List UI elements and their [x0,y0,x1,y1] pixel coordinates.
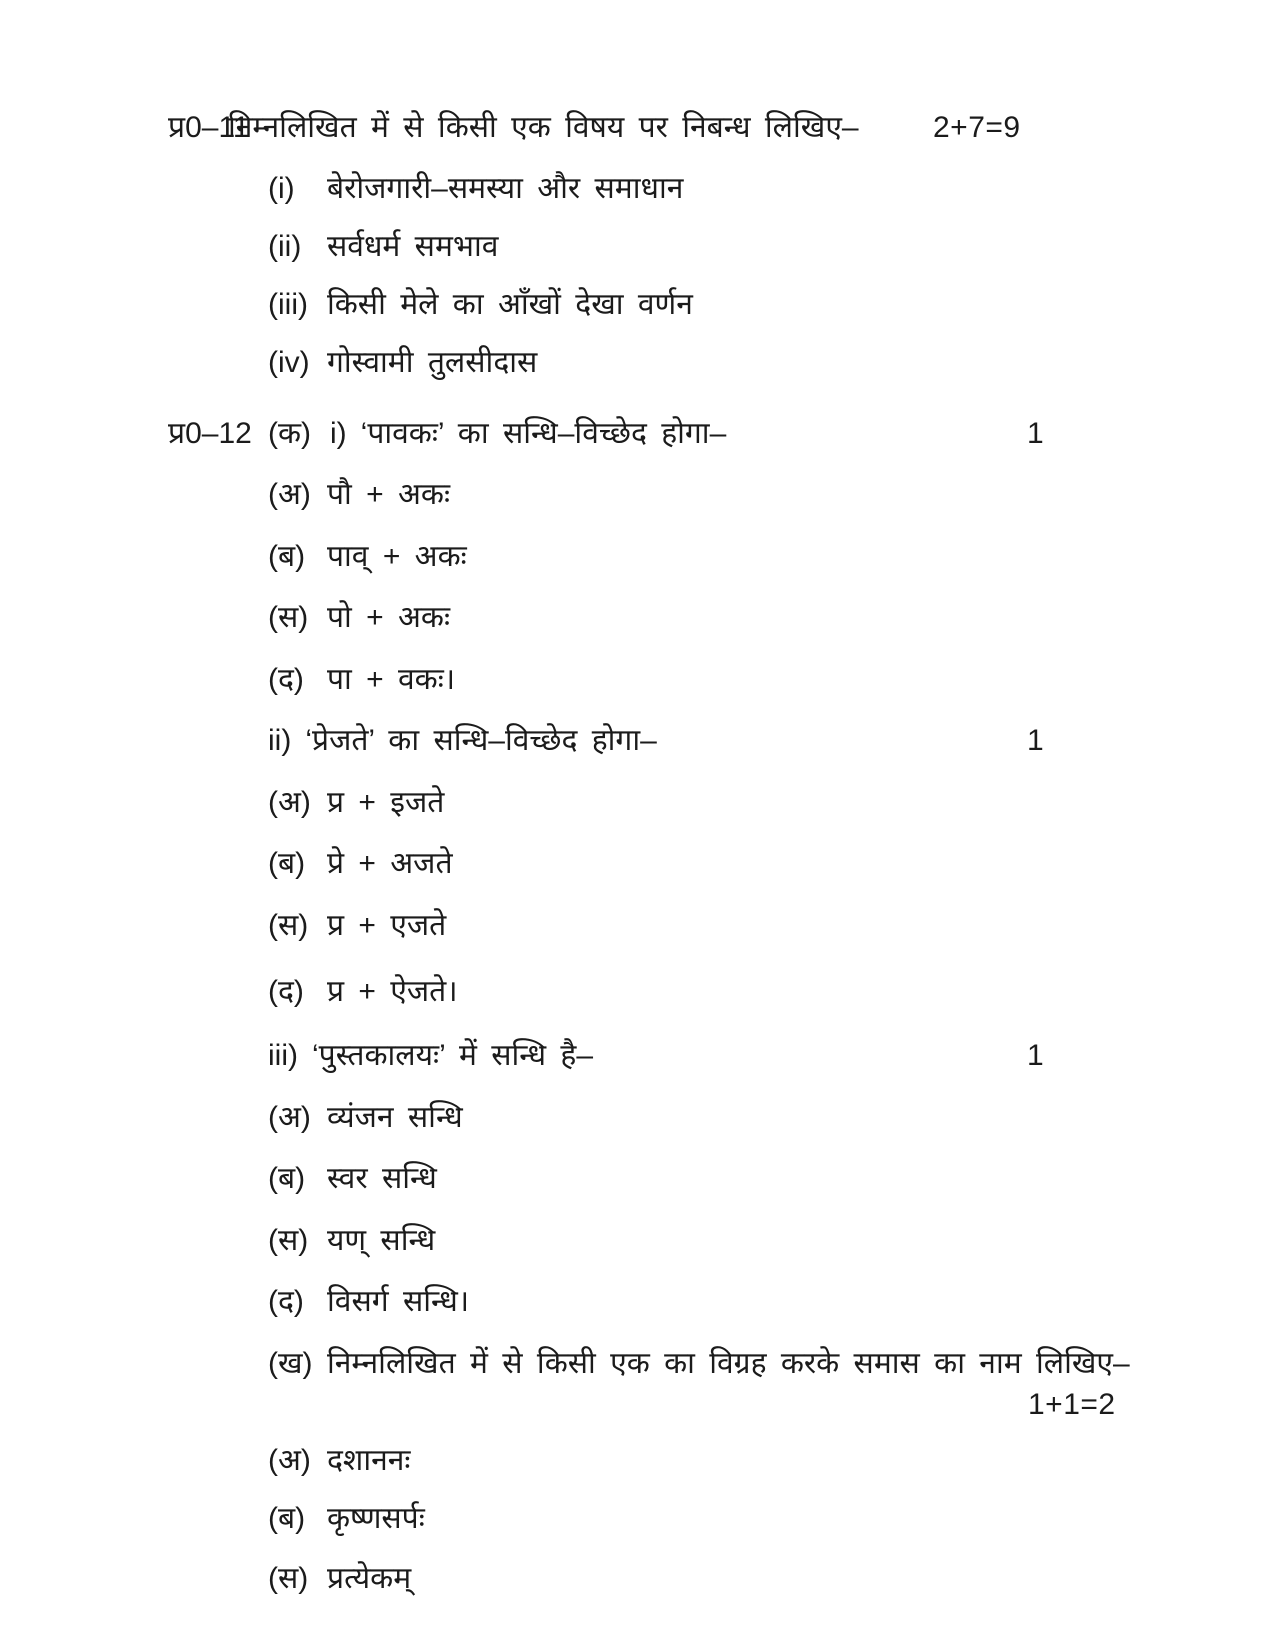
option-label: (iv) [268,346,310,379]
option-text: प्र + ऐजते। [327,975,458,1008]
sub-question-label: iii) [268,1039,298,1072]
option-label: (अ) [268,786,311,819]
option-row [0,1280,1275,1324]
option-label: (द) [268,975,304,1008]
option-row [0,1219,1275,1263]
option-text: पो + अकः [327,601,451,634]
option-row [0,1557,1275,1601]
sub-question-text: ‘पावकः’ का सन्धि–विच्छेद होगा– [360,417,727,450]
marks-value: 1 [1027,417,1045,450]
option-text: बेरोजगारी–समस्या और समाधान [327,172,684,205]
option-label: (स) [268,601,309,634]
option-label: (द) [268,1285,304,1318]
option-text: प्र + एजते [327,909,447,942]
option-row [0,473,1275,517]
sub-question [330,412,726,456]
option-label: (iii) [268,288,308,321]
question-row-q12-ka-i [0,412,1275,456]
option-row [0,904,1275,948]
option-label: (अ) [268,478,311,511]
option-text: दशाननः [327,1444,411,1477]
option-row [0,1439,1275,1483]
question-row-q12-ka-ii [0,719,1275,763]
question-row-q12-kha [0,1342,1275,1386]
option-text: प्रे + अजते [327,847,453,880]
option-text: पा + वकः। [327,663,456,696]
option-text: प्र + इजते [327,786,445,819]
option-label: (ब) [268,1502,306,1535]
option-text: सर्वधर्म समभाव [327,230,499,263]
option-row [0,283,1275,327]
sub-question-text: ‘पुस्तकालयः’ में सन्धि है– [312,1039,594,1072]
option-row [0,596,1275,640]
question-text: निम्नलिखित में से किसी एक का विग्रह करके समास का नाम लिखिए– [327,1347,1130,1380]
option-text: पौ + अकः [327,478,451,511]
sub-question-label: i) [330,417,347,450]
option-label: (द) [268,663,304,696]
option-text: यण् सन्धि [327,1224,436,1257]
option-label: (अ) [268,1444,311,1477]
question-text: निम्नलिखित में से किसी एक विषय पर निबन्ध लिखिए– [228,111,859,144]
option-row [0,341,1275,385]
option-text: व्यंजन सन्धि [327,1101,463,1134]
question-number: प्र0–12 [168,417,252,450]
option-row [0,535,1275,579]
option-row [0,1157,1275,1201]
option-text: कृष्णसर्पः [327,1502,425,1535]
option-label: (ii) [268,230,302,263]
option-row [0,970,1275,1014]
option-text: किसी मेले का आँखों देखा वर्णन [327,288,693,321]
option-row [0,225,1275,269]
option-row [0,842,1275,886]
option-text: विसर्ग सन्धि। [327,1285,470,1318]
question-row-q12-ka-iii [0,1034,1275,1078]
sub-question [268,1034,593,1078]
option-row [0,1096,1275,1140]
marks-value: 2+7=9 [933,111,1021,144]
option-label: (स) [268,1224,309,1257]
option-label: (ब) [268,847,306,880]
option-label: (ब) [268,540,306,573]
marks-value: 1 [1027,1039,1045,1072]
option-text: पाव् + अकः [327,540,467,573]
question-number: प्र0–11 [168,111,250,144]
option-label: (i) [268,172,295,205]
option-label: (स) [268,1562,309,1595]
option-label: (अ) [268,1101,311,1134]
marks-value: 1+1=2 [1028,1388,1116,1421]
option-row [0,1497,1275,1541]
option-label: (ब) [268,1162,306,1195]
option-text: गोस्वामी तुलसीदास [327,346,538,379]
part-label: (क) [268,417,312,450]
question-row-q11 [0,106,1275,150]
sub-question [268,719,657,763]
sub-question-text: ‘प्रेजते’ का सन्धि–विच्छेद होगा– [305,724,657,757]
option-label: (स) [268,909,309,942]
marks-value: 1 [1027,724,1045,757]
option-row [0,658,1275,702]
option-text: स्वर सन्धि [327,1162,437,1195]
part-label: (ख) [268,1347,313,1380]
option-row [0,781,1275,825]
sub-question-label: ii) [268,724,292,757]
marks-row [0,1383,1275,1427]
option-row [0,167,1275,211]
option-text: प्रत्येकम् [327,1562,412,1595]
